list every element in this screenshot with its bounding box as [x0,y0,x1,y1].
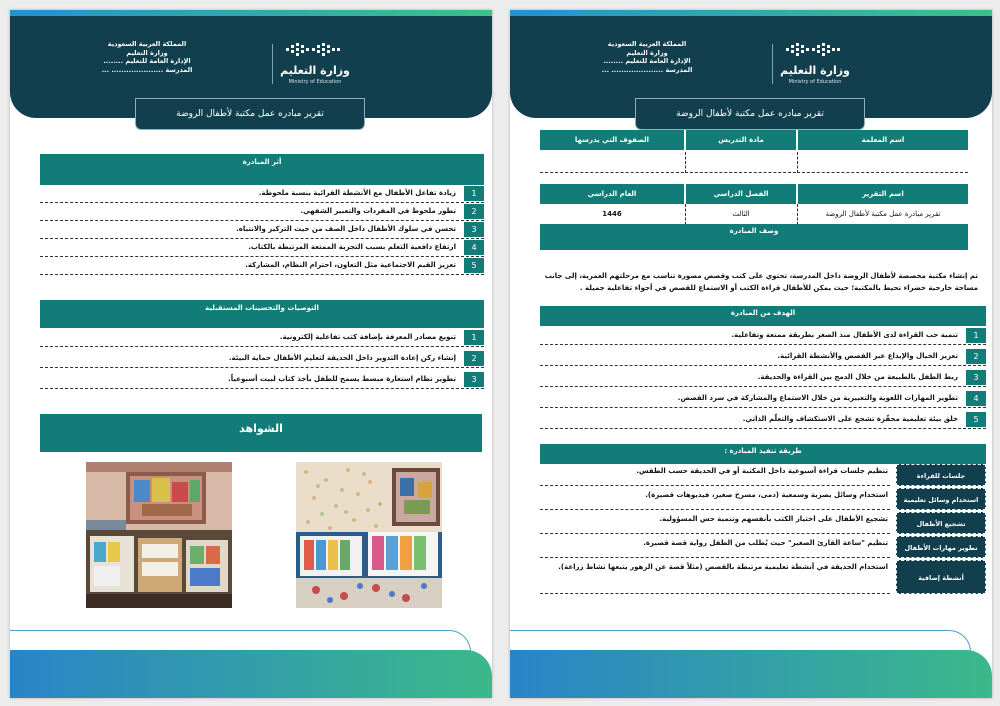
logo-dots-icon [286,42,342,60]
report-title: تقرير مبادره عمل مكتبة لأطفال الروضة [135,98,365,130]
item-text: تنمية حب القراءة لدى الأطفال منذ الصغر بطريقة ممتعة وتفاعلية. [731,331,958,339]
item-text: تحسن في سلوك الأطفال داخل الصف من حيث التركيز والانتباه. [236,225,456,233]
item-text: ارتفاع دافعية التعلم بسبب التجربة الممتعة المرتبطة بالكتاب. [248,243,456,251]
item-text: تطور ملحوظ في المفردات والتعبير الشفهي. [300,207,456,215]
ministry-label: وزارة التعليم [626,48,668,57]
report-page-left [10,10,492,698]
method-text: تشجيع الأطفال على اختيار الكتب بأنفسهم وتنمية حس المسؤولية. [659,515,888,523]
teacher-name-cell [797,152,968,173]
method-text: استخدام الحديقة في أنشطة تعليمية مرتبطة بالقصص (مثلاً قصة عن الزهور يتبعها نشاط زراعة). [558,563,888,571]
teacher-name-header: اسم المعلمة [798,130,968,150]
item-number: 3 [966,370,986,385]
method-row [540,560,986,594]
description-text: تم إنشاء مكتبة مخصصة لأطفال الروضة داخل المدرسة، تحتوي على كتب وقصص مصورة تناسب مع مرحلتهم العمرية، إلى جانب مساحة خارجية خضراء تحيط بالمكتبة؛ حيث يمكن للأطفال قراءة الكتب أو الاستماع للقصص في أجواء تفاعلية جميلة . [544,272,978,292]
method-row [540,512,986,534]
grades-header: الصفوف التي يدرسها [540,130,684,150]
impact-row [40,258,484,275]
goal-row [540,328,986,345]
report-title: تقرير مبادره عمل مكتبة لأطفال الروضة [635,98,865,130]
evidence-heading: الشواهد [40,414,482,452]
admin-label: الإدارة العامة للتعليم ........ [603,57,691,65]
logo-arabic: وزارة التعليم [280,64,350,77]
item-number: 5 [464,258,484,273]
impact-row [40,186,484,203]
item-number: 1 [464,186,484,201]
method-divider [540,509,890,510]
impact-row [40,240,484,257]
subject-header: مادة التدريس [686,130,796,150]
evidence-photo-library-corner [296,462,442,608]
goal-row [540,412,986,429]
admin-label: الإدارة العامة للتعليم ........ [103,57,191,65]
semester-cell: الثالث [685,204,796,225]
logo-english: Ministry of Education [288,79,342,85]
method-row [540,536,986,558]
method-label: جلسات للقراءة [896,464,986,486]
method-divider [540,485,890,486]
method-divider [540,557,890,558]
item-text: تطوير المهارات اللغوية والتعبيرية من خلال الاستماع والمشاركة في سرد القصص. [677,394,958,402]
method-label: تطوير مهارات الأطفال [896,536,986,558]
kingdom-label: المملكة العربية السعودية [607,40,687,48]
report-page-right [510,10,992,698]
header-text [72,40,222,74]
description-heading: وصف المبادرة [540,224,968,250]
page-footer [10,650,492,698]
item-text: زيادة تفاعل الأطفال مع الأنشطة القرائية بنسبة ملحوظة. [258,189,456,197]
ministry-logo [280,42,350,88]
recommendations-heading: التوصيات والتحسينات المستقبلية [40,300,484,328]
item-number: 3 [464,222,484,237]
year-header: العام الدراسي [540,184,684,204]
item-number: 2 [966,349,986,364]
item-number: 5 [966,412,986,427]
logo-arabic: وزارة التعليم [780,64,850,77]
item-text: خلق بيئة تعليمية محفّزة تشجع على الاستكشاف والتعلّم الذاتي. [742,415,958,423]
impact-row [40,204,484,221]
method-text: تنظيم "ساعة القارئ الصغير" حيث يُطلب من الطفل رواية قصة قصيرة. [643,539,888,547]
recommendation-row [40,330,484,347]
item-number: 1 [966,328,986,343]
method-heading: طريقة تنفيذ المبادرة : [540,444,986,464]
item-text: تعزيز القيم الاجتماعية مثل التعاون، احترام النظام، المشاركة. [245,261,456,269]
method-divider [540,533,890,534]
report-name-cell: تقرير مبادرة عمل مكتبة لأطفال الروضة [797,204,968,225]
school-label: المدرسة ..................... ... [601,65,693,74]
method-label: استخدام وسائل تعليمية [896,488,986,510]
method-text: تنظيم جلسات قراءة أسبوعية داخل المكتبة أو في الحديقة حسب الطقس. [636,467,888,475]
logo-english: Ministry of Education [788,79,842,85]
semester-header: الفصل الدراسي [686,184,796,204]
item-number: 3 [464,372,484,387]
header-text [572,40,722,74]
header-stripe [510,10,992,16]
item-text: ربط الطفل بالطبيعة من خلال الدمج بين القراءة والحديقة. [757,373,958,381]
goal-row [540,370,986,387]
method-row [540,464,986,486]
goals-heading: الهدف من المبادرة [540,306,986,326]
method-divider [540,593,890,594]
item-number: 2 [464,351,484,366]
item-text: تطوير نظام استعارة مبسط يسمح للطفل بأخذ كتاب لبيت أسبوعياً. [228,375,456,383]
impact-row [40,222,484,239]
item-text: تنويع مصادر المعرفة بإضافة كتب تفاعلية إلكترونية. [279,333,456,341]
method-label: أنشطة إضافية [896,560,986,594]
page-footer [510,650,992,698]
report-name-header: اسم التقرير [798,184,968,204]
header-divider [272,44,273,84]
item-number: 4 [464,240,484,255]
year-cell: 1446 [540,204,684,225]
header-divider [772,44,773,84]
subject-cell [685,152,796,173]
item-number: 4 [966,391,986,406]
impact-heading: أثر المبادرة [40,154,484,185]
grades-cell [540,152,684,173]
item-number: 1 [464,330,484,345]
goal-row [540,349,986,366]
item-text: تعزيز الخيال والإبداع عبر القصص والأنشطة القرائية. [777,352,958,360]
ministry-label: وزارة التعليم [126,48,168,57]
evidence-photo-book-shelves [86,462,232,608]
goal-row [540,391,986,408]
item-number: 2 [464,204,484,219]
recommendation-row [40,372,484,389]
method-text: استخدام وسائل بصرية وسمعية (دمى، مسرح صغير، فيديوهات قصيرة). [645,491,888,499]
method-row [540,488,986,510]
item-text: إنشاء ركن إعادة التدوير داخل الحديقة لتعليم الأطفال حماية البيئة. [228,354,456,362]
ministry-logo [780,42,850,88]
kingdom-label: المملكة العربية السعودية [107,40,187,48]
recommendation-row [40,351,484,368]
header-stripe [10,10,492,16]
method-label: تشجيع الأطفال [896,512,986,534]
school-label: المدرسة ..................... ... [101,65,193,74]
logo-dots-icon [786,42,842,60]
